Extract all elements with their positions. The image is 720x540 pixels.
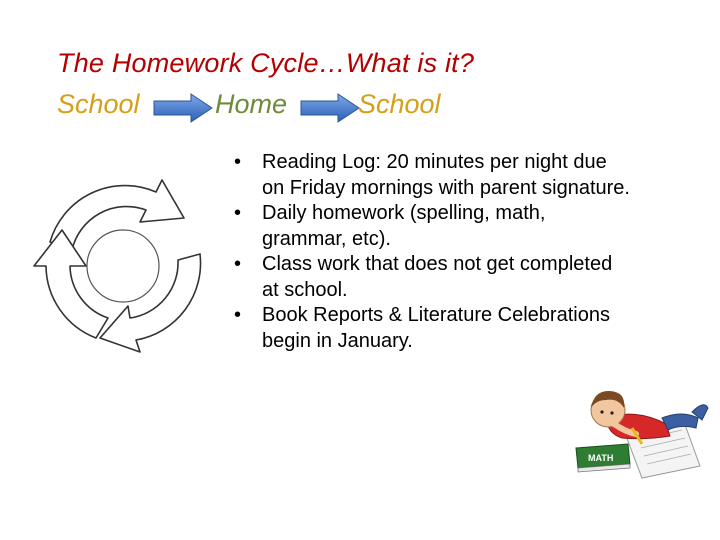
bullet-daily-homework: • Daily homework (spelling, math, grammar, etc).	[234, 201, 634, 252]
right-arrow-icon	[153, 93, 213, 123]
flow-step-home: Home	[215, 89, 288, 119]
cycle-arrows-icon	[28, 170, 218, 360]
right-arrow-icon	[300, 93, 360, 123]
child-doing-homework-icon	[566, 378, 711, 483]
homework-bullet-list	[234, 150, 634, 354]
slide-title: The Homework Cycle…What is it?	[57, 48, 475, 78]
bullet-reading-log: • Reading Log: 20 minutes per night due on Friday mornings with parent signature.	[234, 150, 634, 201]
bullet-class-work: • Class work that does not get completed at school.	[234, 252, 634, 303]
bullet-book-reports: • Book Reports & Literature Celebrations begin in January.	[234, 303, 634, 354]
school-home-flow	[57, 86, 477, 126]
flow-step-school-2: School	[358, 89, 441, 119]
flow-step-school-1: School	[57, 89, 140, 119]
math-book-label: MATH	[588, 453, 614, 463]
